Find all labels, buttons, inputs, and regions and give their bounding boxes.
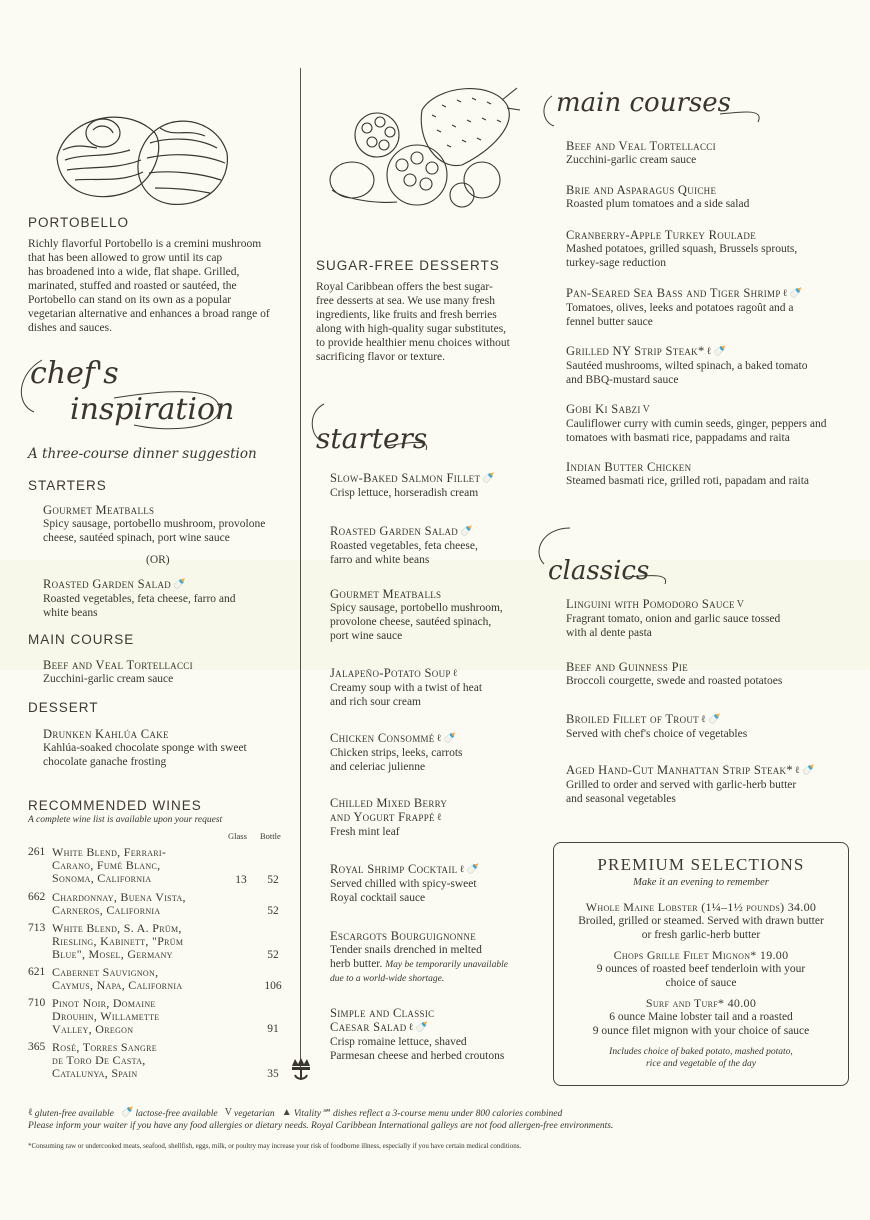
item-desc: Kahlúa-soaked chocolate sponge with sweet	[43, 742, 247, 754]
sugarfree-line: Royal Caribbean offers the best sugar-	[316, 281, 493, 293]
wine-name-line: Cabernet Sauvignon,	[52, 965, 159, 979]
premium-filet-desc: choice of sauce	[665, 977, 737, 989]
wine-name-line: White Blend, Ferrari-	[52, 845, 167, 859]
item-desc: farro and white beans	[330, 554, 430, 566]
wheat-icon: ℓ	[794, 765, 800, 776]
wine-name-line: Chardonnay, Buena Vista,	[52, 890, 186, 904]
wines-subheading: A complete wine list is available upon your request	[28, 815, 223, 825]
item-name	[330, 731, 600, 746]
item-name: Gourmet Meatballs	[43, 503, 155, 517]
item-name-text: Linguini with Pomodoro Sauce	[566, 597, 735, 611]
milk-bottle-icon: 🍼	[801, 765, 815, 776]
item-desc: white beans	[43, 607, 98, 619]
legend-line	[28, 1107, 562, 1119]
premium-title: PREMIUM SELECTIONS	[597, 855, 805, 874]
item-name-text: Gobi Ki Sabzi	[566, 402, 641, 416]
wine-name-line: Blue", Mosel, Germany	[52, 947, 173, 961]
classic-item	[566, 763, 864, 806]
item-name-text: and Yogurt Frappé	[330, 810, 435, 824]
item-desc: Steamed basmati rice, grilled roti, papadam and raita	[566, 475, 810, 487]
item-name	[566, 344, 861, 359]
leaf-v-icon: V	[736, 599, 745, 610]
item-desc: Broccoli courgette, swede and roasted potatoes	[566, 675, 783, 687]
item-desc: and celeriac julienne	[330, 761, 426, 773]
legend-consuming: *Consuming raw or undercooked meats, seafood, shellfish, eggs, milk, or poultry may increase your risk of foodborne illness, especially if you have certain medical conditions.	[28, 1142, 522, 1150]
item-name-text: Jalapeño-Potato Soup	[330, 666, 451, 680]
milk-bottle-icon: 🍼	[120, 1107, 134, 1118]
item-desc: Sautéed mushrooms, wilted spinach, a baked tomato	[566, 360, 808, 372]
wine-name-line: Valley, Oregon	[52, 1022, 134, 1036]
starter-item	[330, 731, 600, 774]
column-divider	[300, 68, 301, 1078]
wine-bottle-price: 106	[264, 980, 282, 992]
item-name: Brie and Asparagus Quiche	[566, 183, 717, 197]
wheat-icon: ℓ	[782, 288, 788, 299]
legend-allergy: Please inform your waiter if you have any food allergies or dietary needs. Royal Caribbean International galleys are not food allergen-free environments.	[28, 1121, 614, 1131]
item-name: Gourmet Meatballs	[330, 587, 442, 601]
legend-vegetarian: vegetarian	[234, 1109, 275, 1119]
item-note: May be temporarily unavailable	[385, 960, 508, 970]
legend-lactose: lactose-free available	[135, 1109, 218, 1119]
milk-bottle-icon: 🍼	[443, 733, 457, 744]
item-name	[330, 471, 600, 486]
wine-number: 662	[28, 891, 46, 903]
wine-row	[28, 891, 288, 919]
wheat-icon: ℓ	[28, 1107, 33, 1118]
premium-lobster-desc: or fresh garlic-herb butter	[641, 929, 761, 941]
item-desc: Creamy soup with a twist of heat	[330, 682, 483, 694]
sugarfree-line: free desserts at sea. We use many fresh	[316, 295, 495, 307]
item-name	[330, 810, 600, 825]
legend-gluten: gluten-free available	[34, 1109, 114, 1119]
wine-name	[52, 966, 222, 992]
premium-lobster-desc: Broiled, grilled or steamed. Served with drawn butter	[578, 915, 824, 927]
milk-bottle-icon: 🍼	[789, 288, 803, 299]
vitality-icon: ▲	[281, 1107, 292, 1118]
crown-anchor-icon	[289, 1056, 313, 1082]
wine-name-line: Riesling, Kabinett, "Prüm	[52, 934, 184, 948]
item-desc: tomatoes with basmati rice, pappadams and raita	[566, 432, 790, 444]
item-name	[43, 577, 293, 592]
item-desc: Tomatoes, olives, leeks and potatoes ragoût and a	[566, 302, 794, 314]
item-desc: Tender snails drenched in melted	[330, 944, 482, 956]
chefs-or: (OR)	[146, 554, 170, 566]
item-name: Chilled Mixed Berry	[330, 796, 448, 810]
wine-bottle-price: 52	[267, 905, 279, 917]
premium-filet-desc: 9 ounces of roasted beef tenderloin with your	[596, 963, 806, 975]
premium-selections-box	[553, 842, 849, 1086]
milk-bottle-icon: 🍼	[466, 864, 480, 875]
classic-item	[566, 660, 861, 688]
wines-col-bottle: Bottle	[260, 831, 281, 841]
wine-name-line: Caymus, Napa, California	[52, 978, 183, 992]
item-name-text: Grilled NY Strip Steak*	[566, 344, 705, 358]
wine-name-line: Drouhin, Willamette	[52, 1009, 160, 1023]
premium-subtitle: Make it an evening to remember	[633, 877, 769, 888]
portobello-title: PORTOBELLO	[28, 215, 130, 230]
sugarfree-line: ingredients, like fruits and fresh berries	[316, 309, 497, 321]
wines-col-glass: Glass	[228, 831, 247, 841]
sugarfree-description	[316, 280, 546, 364]
item-desc: Roasted plum tomatoes and a side salad	[566, 198, 750, 210]
item-desc: and BBQ-mustard sauce	[566, 374, 679, 386]
item-name-text: Roasted Garden Salad	[330, 524, 459, 538]
wine-name	[52, 1041, 222, 1080]
wheat-icon: ℓ	[459, 864, 465, 875]
wine-row	[28, 966, 288, 994]
item-desc-text: herb butter.	[330, 958, 383, 970]
wheat-icon: ℓ	[436, 812, 442, 823]
item-name: Beef and Veal Tortellacci	[566, 139, 716, 153]
leaf-v-icon: V	[642, 404, 651, 415]
portobello-description	[28, 237, 296, 335]
item-desc: Spicy sausage, portobello mushroom, provolone	[43, 518, 266, 530]
starter-item	[330, 587, 600, 643]
chefs-main-heading: MAIN COURSE	[28, 632, 135, 647]
item-name	[566, 286, 861, 301]
wine-number: 713	[28, 922, 46, 934]
item-name-text: Broiled Fillet of Trout	[566, 712, 699, 726]
wine-number: 261	[28, 846, 46, 858]
wines-heading: RECOMMENDED WINES	[28, 798, 202, 813]
wheat-icon: ℓ	[436, 733, 442, 744]
item-desc: Parmesan cheese and herbed croutons	[330, 1050, 505, 1062]
wheat-icon: ℓ	[700, 714, 707, 725]
chefs-starter-1	[43, 503, 293, 545]
item-name-text: Caesar Salad	[330, 1020, 407, 1034]
wine-name	[52, 997, 222, 1036]
wheat-icon: ℓ	[706, 346, 712, 357]
wine-name	[52, 846, 222, 885]
item-desc: Roasted vegetables, feta cheese,	[330, 540, 478, 552]
classics-title: classics	[548, 556, 650, 586]
milk-bottle-icon: 🍼	[482, 473, 496, 484]
item-desc: Cauliflower curry with cumin seeds, ginger, peppers and	[566, 418, 827, 430]
item-name	[566, 597, 861, 612]
milk-bottle-icon: 🍼	[713, 346, 727, 357]
item-desc: Fragrant tomato, onion and garlic sauce tossed	[566, 613, 781, 625]
item-desc: Chicken strips, leeks, carrots	[330, 747, 463, 759]
wine-row	[28, 922, 288, 962]
item-name: Beef and Veal Tortellacci	[43, 658, 193, 672]
portobello-line: dishes and sauces.	[28, 322, 112, 334]
premium-surf-desc: 6 ounce Maine lobster tail and a roasted	[609, 1011, 793, 1023]
portobello-line: has broadened into a wide, flat shape. Grilled,	[28, 266, 240, 278]
item-name-text: Slow-Baked Salmon Fillet	[330, 471, 481, 485]
premium-lobster-name: Whole Maine Lobster (1¼–1½ pounds) 34.00	[585, 900, 817, 914]
chefs-starter-2	[43, 577, 293, 620]
item-desc: Zucchini-garlic cream sauce	[566, 154, 697, 166]
premium-footnote: Includes choice of baked potato, mashed potato,	[609, 1047, 793, 1057]
milk-bottle-icon: 🍼	[415, 1022, 429, 1033]
item-desc: Crisp lettuce, horseradish cream	[330, 487, 479, 499]
sugarfree-line: to provide healthier menu choices without	[316, 337, 510, 349]
item-name-text: Roasted Garden Salad	[43, 577, 172, 591]
sugarfree-line: along with high-quality sugar substitutes,	[316, 323, 507, 335]
milk-bottle-icon: 🍼	[173, 579, 186, 590]
wine-name-line: Rosé, Torres Sangre	[52, 1040, 157, 1054]
main-item	[566, 286, 861, 329]
wine-bottle-price: 91	[267, 1023, 279, 1035]
main-item	[566, 344, 861, 387]
chefs-title-line2: inspiration	[70, 392, 235, 427]
item-desc: and rich sour cream	[330, 696, 422, 708]
chefs-starters-heading: STARTERS	[28, 478, 107, 493]
portobello-line: vegetarian alternative and enhances a broad range of	[28, 308, 270, 320]
chefs-dessert	[43, 727, 293, 769]
item-name-text: Royal Shrimp Cocktail	[330, 862, 458, 876]
milk-bottle-icon: 🍼	[460, 526, 473, 537]
item-desc: Served chilled with spicy-sweet	[330, 878, 477, 890]
item-desc: turkey-sage reduction	[566, 257, 666, 269]
sugarfree-title: SUGAR-FREE DESSERTS	[316, 258, 500, 273]
wine-number: 365	[28, 1041, 46, 1053]
item-name: Beef and Guinness Pie	[566, 660, 688, 674]
premium-surf-name: Surf and Turf* 40.00	[645, 996, 757, 1010]
chefs-title-line1: chef's	[30, 356, 119, 391]
milk-bottle-icon: 🍼	[708, 714, 721, 725]
portobello-line: that has been allowed to grow until its cap	[28, 252, 223, 264]
chefs-dessert-heading: DESSERT	[28, 700, 99, 715]
item-desc: Zucchini-garlic cream sauce	[43, 673, 174, 685]
item-desc: Crisp romaine lettuce, shaved	[330, 1036, 467, 1048]
item-name	[330, 666, 600, 681]
main-courses-title: main courses	[556, 88, 731, 118]
classic-item	[566, 712, 861, 741]
main-item	[566, 402, 861, 445]
wine-name	[52, 891, 222, 917]
main-item	[566, 228, 856, 270]
item-desc: Fresh mint leaf	[330, 826, 400, 838]
item-desc: port wine sauce	[330, 630, 403, 642]
item-desc: Roasted vegetables, feta cheese, farro and	[43, 593, 236, 605]
wine-number: 621	[28, 966, 46, 978]
wine-glass-price: 13	[235, 874, 247, 886]
item-desc: Mashed potatoes, grilled squash, Brussels sprouts,	[566, 243, 798, 255]
chefs-subtitle: A three-course dinner suggestion	[28, 446, 257, 462]
chefs-main	[43, 658, 293, 686]
starter-item	[330, 471, 600, 500]
wine-name-line: de Toro De Casta,	[52, 1053, 146, 1067]
item-desc: Served with chef's choice of vegetables	[566, 728, 748, 740]
item-desc: Spicy sausage, portobello mushroom,	[330, 602, 503, 614]
item-name: Escargots Bourguignonne	[330, 929, 477, 943]
premium-footnote: rice and vegetable of the day	[645, 1059, 756, 1069]
wine-number: 710	[28, 997, 46, 1009]
item-name: Indian Butter Chicken	[566, 460, 692, 474]
item-name	[566, 712, 861, 727]
item-desc: with al dente pasta	[566, 627, 652, 639]
item-desc: Grilled to order and served with garlic-herb butter	[566, 779, 797, 791]
wine-name	[52, 922, 222, 961]
portobello-line: marinated, stuffed and roasted or sautéed, the	[28, 280, 237, 292]
item-name-text: Chicken Consommé	[330, 731, 435, 745]
item-name: Drunken Kahlúa Cake	[43, 727, 169, 741]
main-item	[566, 139, 856, 167]
item-name-text: Aged Hand-Cut Manhattan Strip Steak*	[566, 763, 793, 777]
portobello-line: Portobello can stand on its own as a popular	[28, 294, 232, 306]
wine-name-line: Carano, Fumé Blanc,	[52, 858, 161, 872]
item-desc: provolone cheese, sautéed spinach,	[330, 616, 492, 628]
wheat-icon: ℓ	[408, 1022, 414, 1033]
main-item	[566, 183, 856, 211]
item-name: Simple and Classic	[330, 1006, 435, 1020]
item-name-text: Pan-Seared Sea Bass and Tiger Shrimp	[566, 286, 781, 300]
wine-bottle-price: 52	[267, 874, 279, 886]
item-name	[566, 402, 861, 417]
wine-bottle-price: 52	[267, 949, 279, 961]
starter-item	[330, 796, 600, 839]
item-desc: cheese, sautéed spinach, port wine sauce	[43, 532, 230, 544]
fruit-illustration	[322, 80, 522, 210]
item-name	[566, 763, 864, 778]
item-desc: Royal cocktail sauce	[330, 892, 426, 904]
wine-bottle-price: 35	[267, 1068, 279, 1080]
classic-item	[566, 597, 861, 640]
item-desc: chocolate ganache frosting	[43, 756, 167, 768]
sugarfree-line: sacrificing flavor or texture.	[316, 351, 445, 363]
main-item	[566, 460, 861, 488]
wine-name-line: White Blend, S. A. Prüm,	[52, 921, 182, 935]
wine-row	[28, 846, 288, 886]
premium-surf-desc: 9 ounce filet mignon with your choice of sauce	[592, 1025, 810, 1037]
legend-vitality: Vitality℠ dishes reflect a 3-course menu under 800 calories combined	[293, 1109, 563, 1119]
portobello-line: Richly flavorful Portobello is a cremini mushroom	[28, 238, 262, 250]
wine-name-line: Carneros, California	[52, 903, 161, 917]
item-desc: fennel butter sauce	[566, 316, 653, 328]
item-name: Cranberry-Apple Turkey Roulade	[566, 228, 757, 242]
premium-filet-name: Chops Grille Filet Mignon* 19.00	[613, 948, 789, 962]
wine-name-line: Pinot Noir, Domaine	[52, 996, 156, 1010]
starters-title: starters	[316, 422, 428, 455]
item-note: due to a world-wide shortage.	[330, 974, 445, 984]
wine-row	[28, 997, 288, 1037]
wine-name-line: Catalunya, Spain	[52, 1066, 138, 1080]
item-desc: and seasonal vegetables	[566, 793, 676, 805]
wine-row	[28, 1041, 288, 1081]
wine-name-line: Sonoma, California	[52, 871, 152, 885]
portobello-illustration	[45, 98, 235, 213]
wheat-icon: ℓ	[452, 668, 458, 679]
starter-item	[330, 666, 600, 709]
leaf-v-icon: V	[224, 1107, 233, 1118]
